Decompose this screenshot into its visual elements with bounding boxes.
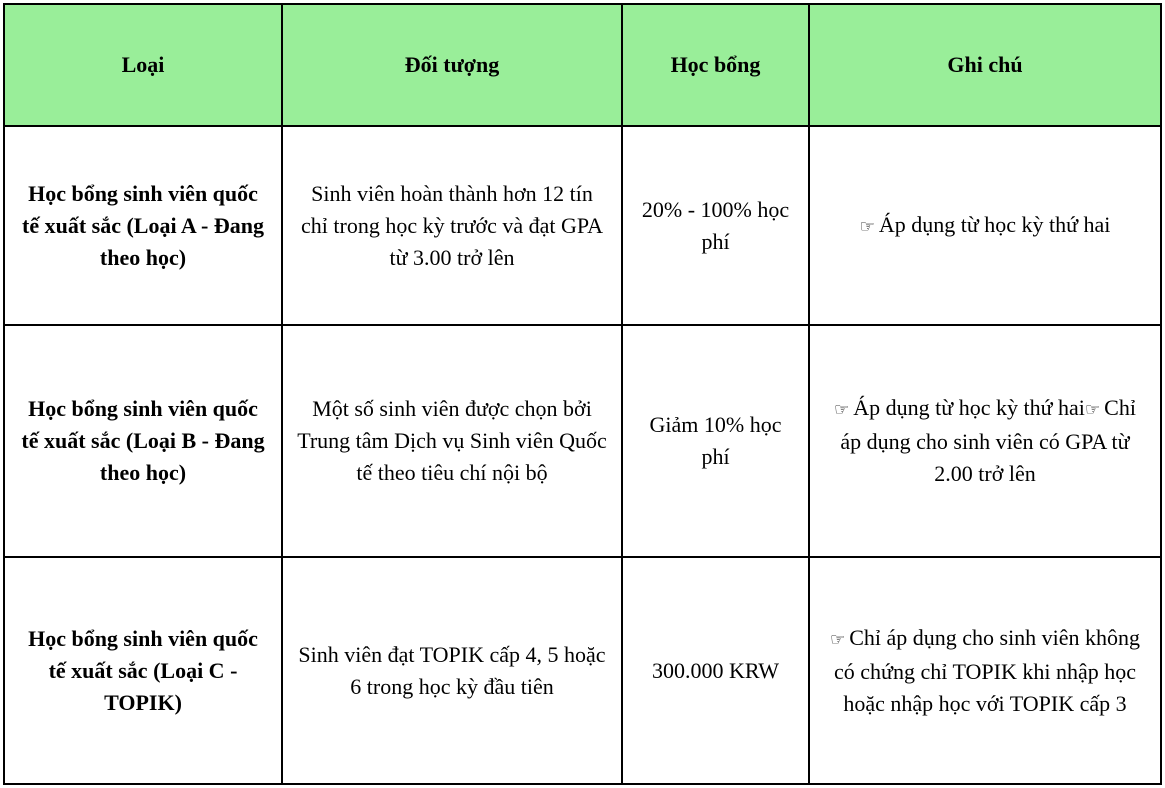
note-text: Áp dụng từ học kỳ thứ hai <box>853 395 1085 420</box>
scholarship-cell: 20% - 100% học phí <box>622 126 809 325</box>
target-cell: Sinh viên hoàn thành hơn 12 tín chỉ trong học kỳ trước và đạt GPA từ 3.00 trở lên <box>282 126 622 325</box>
note-cell <box>809 126 1161 325</box>
target-cell: Một số sinh viên được chọn bởi Trung tâm Dịch vụ Sinh viên Quốc tế theo tiêu chí nội bộ <box>282 325 622 557</box>
header-row <box>4 4 1161 126</box>
type-cell: Học bổng sinh viên quốc tế xuất sắc (Loại A - Đang theo học) <box>4 126 282 325</box>
note-cell <box>809 325 1161 557</box>
header-target: Đối tượng <box>282 4 622 126</box>
pointing-hand-icon: ☞ <box>859 216 875 237</box>
type-cell: Học bổng sinh viên quốc tế xuất sắc (Loại C - TOPIK) <box>4 557 282 784</box>
table-row <box>4 557 1161 784</box>
table-row <box>4 126 1161 325</box>
pointing-hand-icon: ☞ <box>829 629 846 650</box>
scholarship-cell: Giảm 10% học phí <box>622 325 809 557</box>
scholarship-cell: 300.000 KRW <box>622 557 809 784</box>
note-cell <box>809 557 1161 784</box>
type-cell: Học bổng sinh viên quốc tế xuất sắc (Loại B - Đang theo học) <box>4 325 282 557</box>
pointing-hand-icon: ☞ <box>1084 400 1101 420</box>
note-text: Chỉ áp dụng cho sinh viên không có chứng chỉ TOPIK khi nhập học hoặc nhập học với TOPIK cấp 3 <box>834 624 1141 716</box>
pointing-hand-icon: ☞ <box>834 400 850 420</box>
header-note: Ghi chú <box>809 4 1161 126</box>
note-text: Áp dụng từ học kỳ thứ hai <box>878 211 1111 237</box>
header-scholarship: Học bổng <box>622 4 809 126</box>
scholarship-table <box>3 3 1162 785</box>
table-row <box>4 325 1161 557</box>
target-cell: Sinh viên đạt TOPIK cấp 4, 5 hoặc 6 trong học kỳ đầu tiên <box>282 557 622 784</box>
header-type: Loại <box>4 4 282 126</box>
note-text: Chỉ áp dụng cho sinh viên có GPA từ 2.00 trở lên <box>840 395 1136 486</box>
